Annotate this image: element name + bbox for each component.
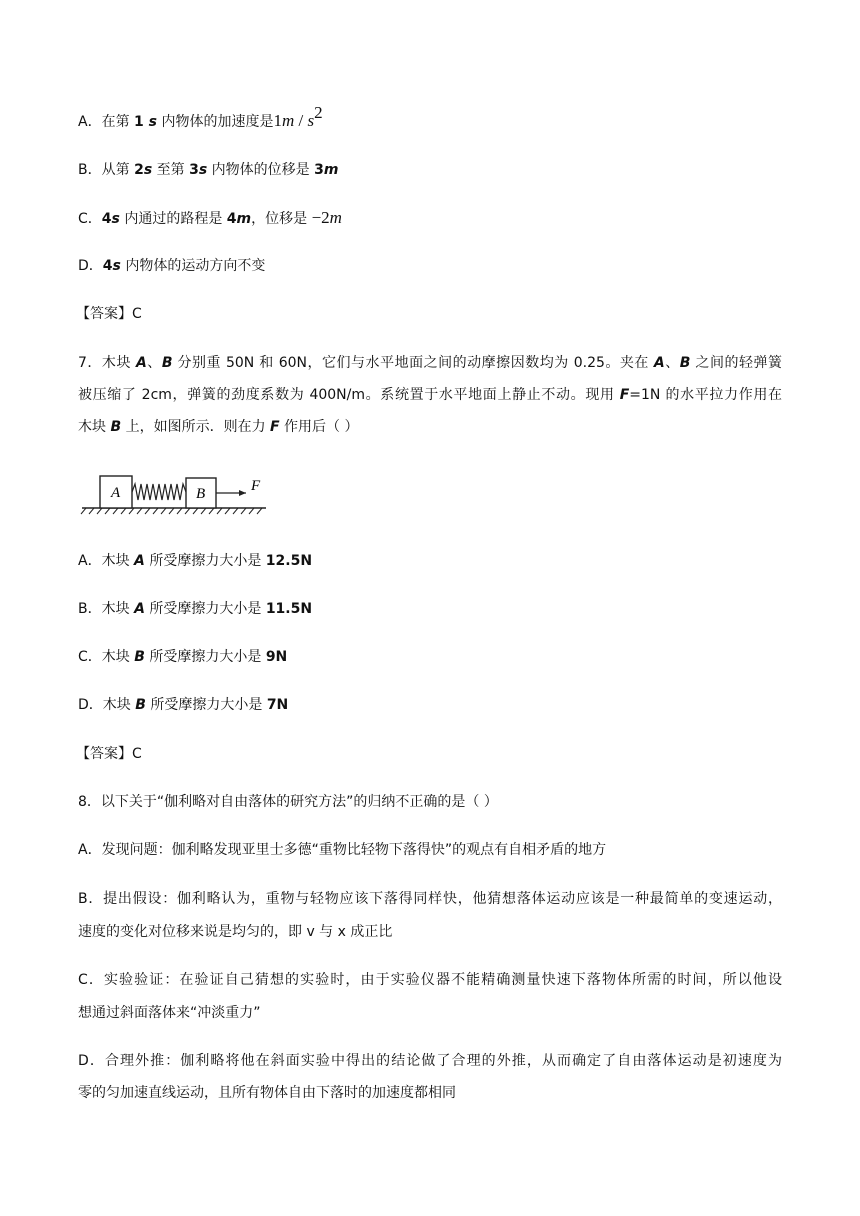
q6-option-b: B．从第 2s 至第 3s 内物体的位移是 3m — [78, 162, 339, 178]
q8-option-d-line-1: D．合理外推：伽利略将他在斜面实验中得出的结论做了合理的外推，从而确定了自由落体运动是初速度为 — [78, 1053, 782, 1069]
block-b-label: B — [196, 486, 206, 502]
q7-stem-line-3: 木块 B 上，如图所示．则在力 F 作用后（ ） — [78, 419, 359, 435]
q8-option-b-line-1: B．提出假设：伽利略认为，重物与轻物应该下落得同样快，他猜想落体运动应该是一种最简单的变速运动， — [78, 891, 782, 907]
arrow-head-icon — [239, 490, 246, 496]
q8-option-a: A．发现问题：伽利略发现亚里士多德“重物比轻物下落得快”的观点有自相矛盾的地方 — [78, 842, 607, 858]
q6-option-d: D．4s 内物体的运动方向不变 — [78, 258, 266, 274]
q8-stem: 8．以下关于“伽利略对自由落体的研究方法”的归纳不正确的是（ ） — [78, 794, 498, 810]
spring — [132, 484, 186, 500]
ground — [81, 508, 266, 514]
q7-option-d: D．木块 B 所受摩擦力大小是 7N — [78, 697, 289, 713]
q7-option-b: B．木块 A 所受摩擦力大小是 11.5N — [78, 601, 313, 617]
q6-option-c: C．4s 内通过的路程是 4m，位移是 −2m — [78, 208, 342, 227]
answer-6: 【答案】C — [76, 306, 142, 322]
q8-option-b-line-2: 速度的变化对位移来说是均匀的，即 v 与 x 成正比 — [78, 924, 393, 940]
q7-option-a: A．木块 A 所受摩擦力大小是 12.5N — [78, 553, 313, 569]
q6-option-a: A．在第 1 s 内物体的加速度是$1m / s^2$ — [78, 103, 323, 130]
q8-option-c-line-2: 想通过斜面落体来“冲淡重力” — [78, 1005, 261, 1021]
block-spring-diagram — [78, 470, 278, 522]
answer-7: 【答案】C — [76, 746, 142, 762]
q7-stem-line-1: 7．木块 A、B 分别重 50N 和 60N，它们与水平地面之间的动摩擦因数均为 0.25。夹在 A、B 之间的轻弹簧 — [78, 355, 783, 371]
q7-option-c: C．木块 B 所受摩擦力大小是 9N — [78, 649, 288, 665]
q8-option-d-line-2: 零的匀加速直线运动，且所有物体自由下落时的加速度都相同 — [78, 1085, 456, 1101]
force-label: F — [251, 478, 261, 494]
q7-stem-line-2: 被压缩了 2cm，弹簧的劲度系数为 400N/m。系统置于水平地面上静止不动。现用 F=1N 的水平拉力作用在 — [78, 387, 782, 403]
block-a-label: A — [111, 485, 121, 501]
q8-option-c-line-1: C．实验验证：在验证自己猜想的实验时，由于实验仪器不能精确测量快速下落物体所需的时间，所以他设 — [78, 972, 782, 988]
